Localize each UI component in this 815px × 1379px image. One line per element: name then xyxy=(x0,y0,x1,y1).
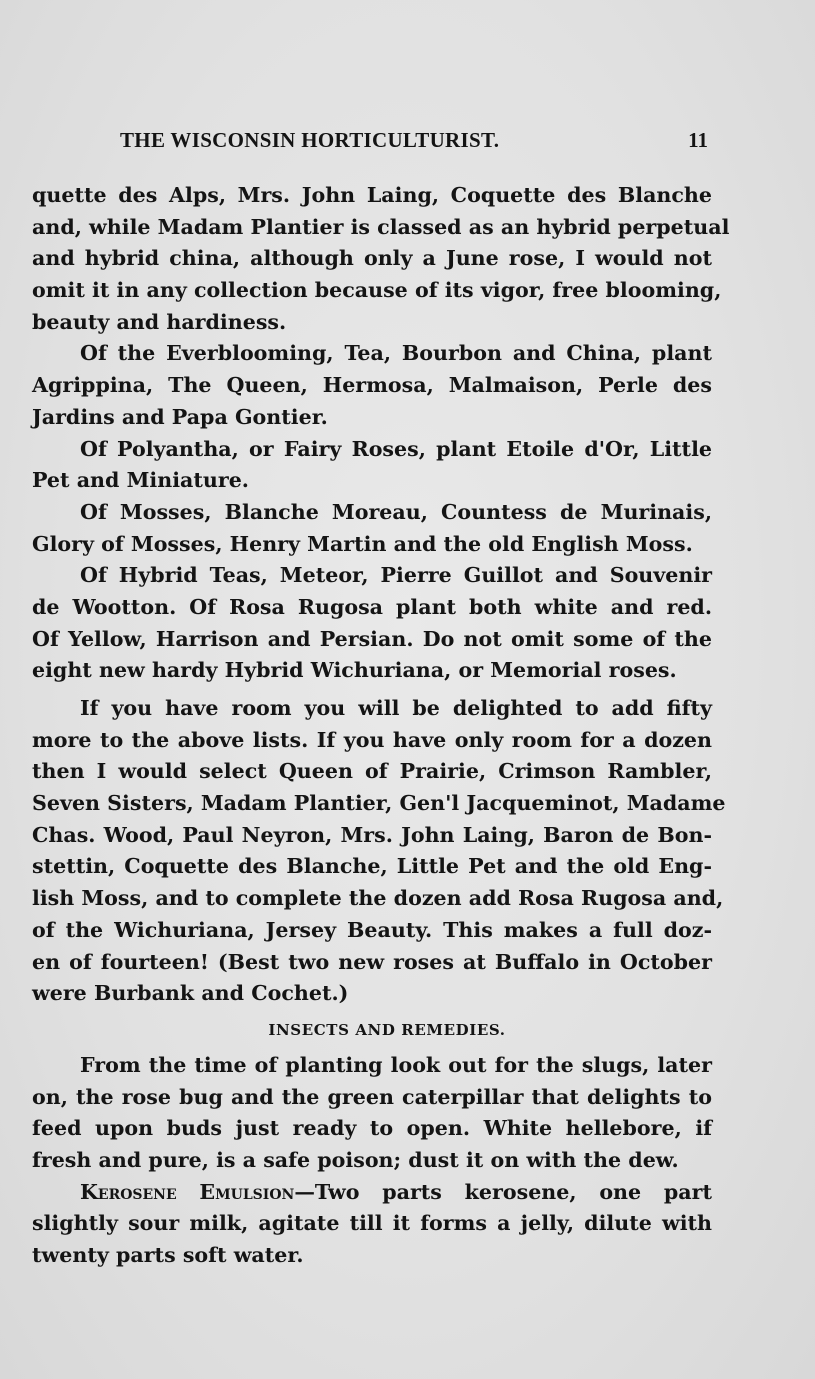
paragraph xyxy=(32,1050,712,1177)
text-line: Agrippina, The Queen, Hermosa, Malmaison, Perle des xyxy=(32,373,712,398)
text-line: Of the Everblooming, Tea, Bourbon and China, plant xyxy=(80,341,712,366)
text-line: Of Yellow, Harrison and Persian. Do not omit some of the xyxy=(32,626,712,651)
text-line: Pet and Miniature. xyxy=(32,468,249,493)
text-line xyxy=(32,1177,712,1209)
text-line: Of Mosses, Blanche Moreau, Countess de Murinais, xyxy=(80,499,712,524)
run-in-heading: Kerosene Emulsion xyxy=(80,1179,295,1204)
text-line: From the time of planting look out for the slugs, later xyxy=(80,1052,712,1077)
text-line: If you have room you will be delighted to add fifty xyxy=(80,696,712,720)
paragraph xyxy=(32,434,712,497)
text-line: beauty and hardiness. xyxy=(32,309,287,334)
paragraph xyxy=(32,338,712,433)
text-line: omit it in any collection because of its vigor, free blooming, xyxy=(32,278,722,303)
text-line: feed upon buds just ready to open. White hellebore, if xyxy=(32,1116,712,1141)
paragraph xyxy=(32,1177,712,1272)
running-title: THE WISCONSIN HORTICULTURIST. xyxy=(120,128,500,152)
text-line: twenty parts soft water. xyxy=(32,1243,304,1267)
text-line: on, the rose bug and the green caterpillar that delights to xyxy=(32,1084,712,1109)
text-line: slightly sour milk, agitate till it forms a jelly, dilute with xyxy=(32,1211,712,1236)
text-line: Of Polyantha, or Fairy Roses, plant Etoile d'Or, Little xyxy=(80,436,712,461)
text-line: Seven Sisters, Madam Plantier, Gen'l Jacqueminot, Madame xyxy=(32,791,726,816)
text-line: Chas. Wood, Paul Neyron, Mrs. John Laing, Baron de Bon- xyxy=(32,822,712,847)
text-line: de Wootton. Of Rosa Rugosa plant both white and red. xyxy=(32,594,712,619)
paragraph xyxy=(32,497,712,560)
text-line: then I would select Queen of Prairie, Crimson Rambler, xyxy=(32,759,712,784)
text-line: Jardins and Papa Gontier. xyxy=(32,404,328,429)
text-line: Of Hybrid Teas, Meteor, Pierre Guillot and Souvenir xyxy=(80,563,712,588)
page-header xyxy=(120,128,716,158)
text-line: fresh and pure, is a safe poison; dust it on with the dew. xyxy=(32,1147,679,1172)
text-line: quette des Alps, Mrs. John Laing, Coquette des Blanche xyxy=(32,183,712,207)
paragraph xyxy=(32,693,726,1010)
text-line: were Burbank and Cochet.) xyxy=(32,981,349,1006)
text-line: eight new hardy Hybrid Wichuriana, or Memorial roses. xyxy=(32,658,677,683)
run-in-text: —Two parts kerosene, one part xyxy=(294,1179,712,1204)
text-line: Glory of Mosses, Henry Martin and the old English Moss. xyxy=(32,531,693,556)
page-number: 11 xyxy=(688,128,708,152)
text-line: and, while Madam Plantier is classed as an hybrid perpetual xyxy=(32,214,730,239)
body-text xyxy=(32,180,730,1272)
paragraph xyxy=(32,560,712,687)
text-line: more to the above lists. If you have only room for a dozen xyxy=(32,727,712,752)
text-line: lish Moss, and to complete the dozen add Rosa Rugosa and, xyxy=(32,886,724,911)
text-line: stettin, Coquette des Blanche, Little Pet and the old Eng- xyxy=(32,854,712,879)
text-line: of the Wichuriana, Jersey Beauty. This makes a full doz- xyxy=(32,917,712,942)
text-line: en of fourteen! (Best two new roses at Buffalo in October xyxy=(32,949,712,974)
text-line: and hybrid china, although only a June rose, I would not xyxy=(32,246,712,271)
paragraph xyxy=(32,180,730,338)
section-heading: INSECTS AND REMEDIES. xyxy=(268,1020,506,1039)
